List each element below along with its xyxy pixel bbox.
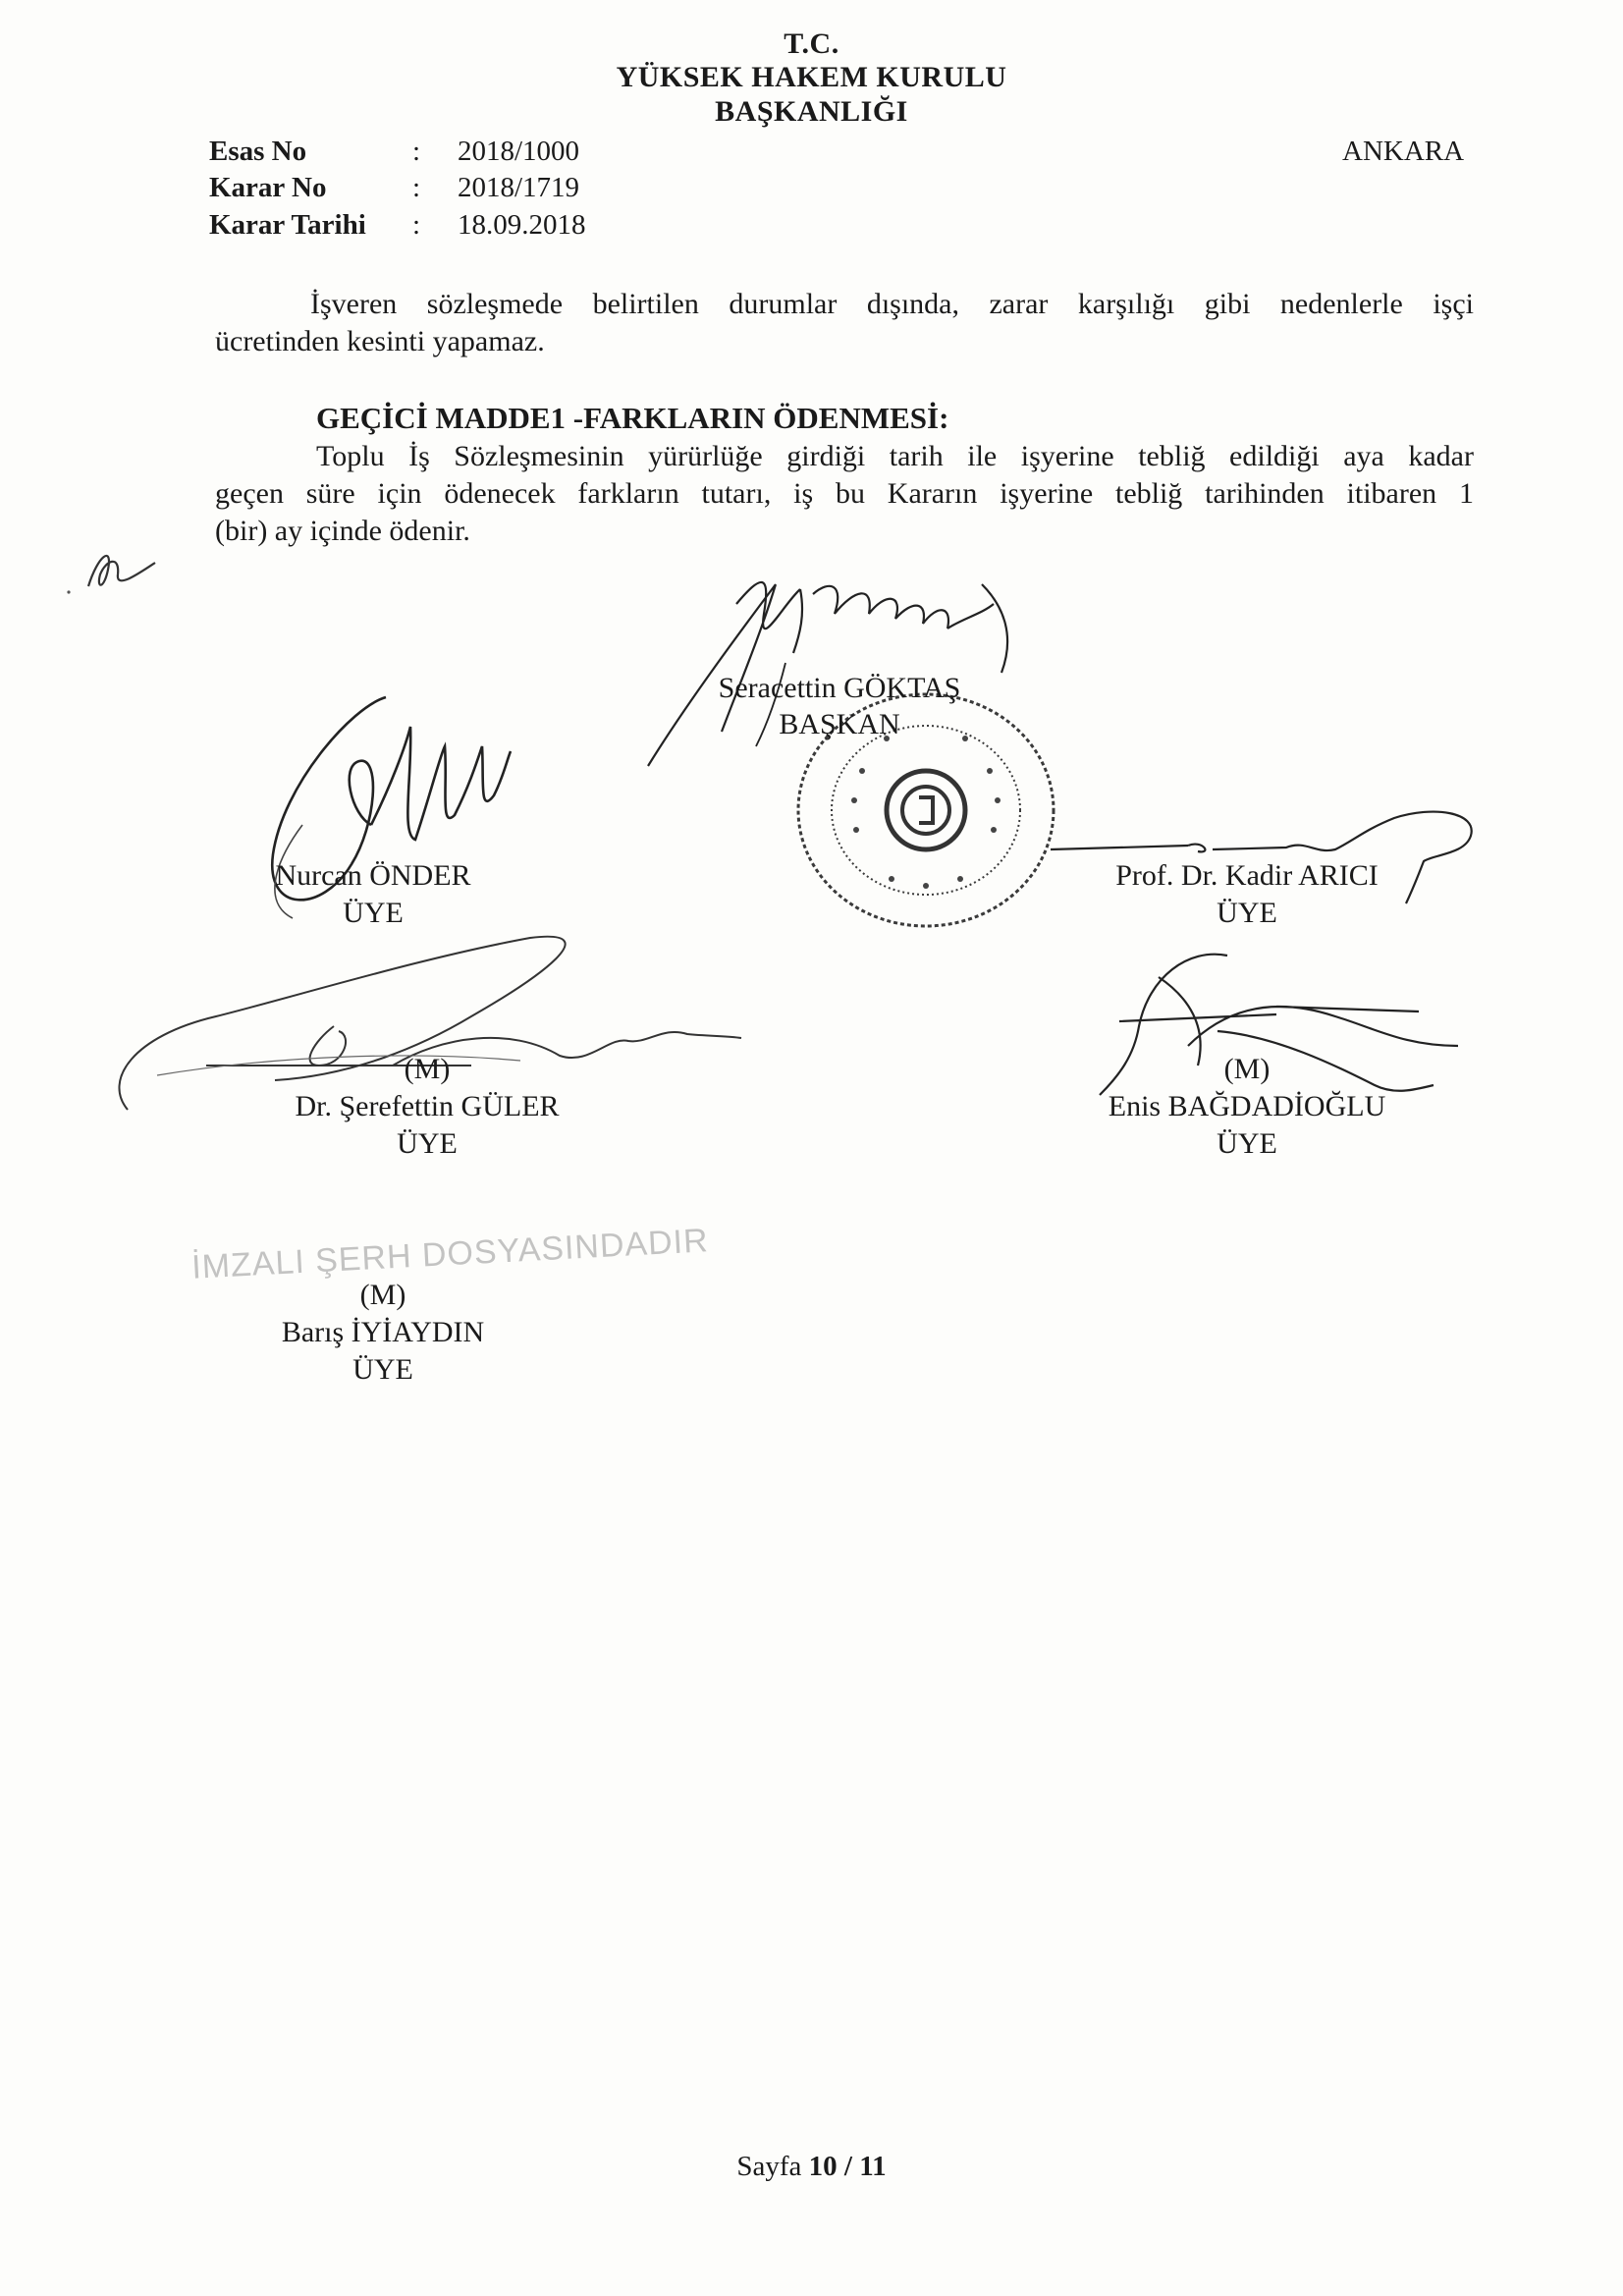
esas-value: 2018/1000 (458, 136, 580, 167)
paragraph-line: İşveren sözleşmede belirtilen durumlar dışında, zarar karşılığı gibi nedenlerle işçi (310, 288, 1474, 320)
member5-role: ÜYE (352, 1353, 413, 1386)
member3-mark: (M) (404, 1053, 451, 1085)
member2-name: Prof. Dr. Kadir ARICI (1115, 859, 1379, 892)
margin-initials (59, 535, 177, 604)
page-sep: / (843, 2151, 852, 2182)
header-line-tc: T.C. (784, 27, 839, 60)
member4-name: Enis BAĞDADİOĞLU (1108, 1090, 1386, 1122)
tarih-label: Karar Tarihi (209, 209, 366, 241)
karar-separator: : (412, 172, 421, 203)
member4-mark: (M) (1223, 1053, 1271, 1085)
president-name: Seracettin GÖKTAŞ (718, 672, 961, 704)
member2-role: ÜYE (1217, 897, 1277, 929)
annotation-stamp: İMZALI ŞERH DOSYASINDADIR (190, 1222, 710, 1286)
member4-role: ÜYE (1217, 1127, 1277, 1160)
member3-name: Dr. Şerefettin GÜLER (295, 1090, 560, 1122)
tarih-separator: : (412, 209, 421, 241)
member3-role: ÜYE (397, 1127, 458, 1160)
tarih-value: 18.09.2018 (458, 209, 586, 241)
page-prefix: Sayfa (736, 2151, 802, 2182)
page-number (0, 2151, 1623, 2183)
member5-mark: (M) (359, 1279, 406, 1311)
member5-name: Barış İYİAYDIN (281, 1316, 485, 1348)
page-total: 11 (859, 2151, 887, 2182)
header-line-baskanlik: BAŞKANLIĞI (715, 95, 908, 128)
header-line-kurul: YÜKSEK HAKEM KURULU (616, 61, 1007, 93)
article-title: GEÇİCİ MADDE1 -FARKLARIN ÖDENMESİ: (316, 401, 949, 435)
city: ANKARA (1342, 136, 1465, 167)
karar-value: 2018/1719 (458, 172, 580, 203)
member1-name: Nurcan ÖNDER (275, 859, 471, 892)
article-line: Toplu İş Sözleşmesinin yürürlüğe girdiği tarih ile işyerine tebliğ edildiği aya kadar (316, 440, 1474, 472)
president-role: BAŞKAN (779, 708, 900, 740)
article-line: (bir) ay içinde ödenir. (215, 515, 470, 547)
article-line: geçen süre için ödenecek farkların tutarı, iş bu Kararın işyerine tebliğ tarihinden itibaren 1 (215, 477, 1474, 510)
esas-label: Esas No (209, 136, 307, 167)
member1-role: ÜYE (343, 897, 404, 929)
paragraph-line: ücretinden kesinti yapamaz. (215, 325, 545, 357)
esas-separator: : (412, 136, 421, 167)
page-current: 10 (808, 2151, 838, 2182)
karar-label: Karar No (209, 172, 327, 203)
